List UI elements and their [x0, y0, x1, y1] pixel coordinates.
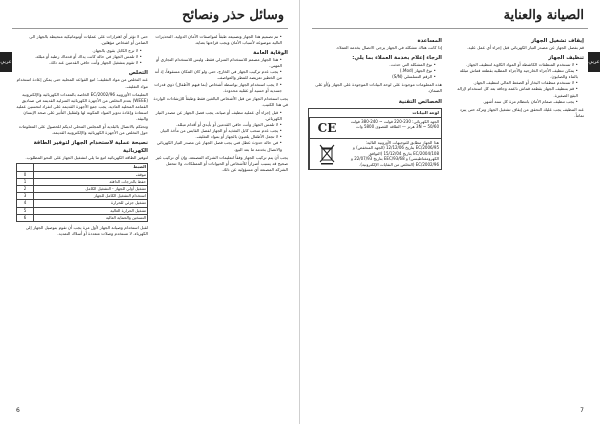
section-heading: الرجاء إعلام بخدمة العملاء بما يلي: [352, 55, 442, 62]
bullet-list [152, 34, 288, 46]
table-header: الضبط [34, 164, 148, 171]
table-cell-label: تشغيل الحرارة العالية [34, 207, 148, 214]
right-page-left-column [308, 34, 442, 170]
bullet-list [152, 57, 288, 94]
bullet-list [450, 62, 584, 105]
table-cell-label: استخدام التشغيل الكامل للجهاز [34, 193, 148, 200]
paragraph: يجب استخدام الجهاز من قبل الأشخاص البالغين فقط وطبقاً للإرشادات الواردة في هذا الكتيب. [153, 95, 288, 107]
bullet-item: • لا تجعل الأطفال يلعبون بالجهاز أو بمواد التغليف. [152, 134, 282, 140]
bullet-item: • في حالة حدوث عطل فني يجب فصل الجهاز عن مصدر التيار الكهربائي والاتصال بخدمة ما بعد البيع. [152, 140, 282, 152]
left-page-header [12, 6, 288, 29]
rating-plate-row [309, 139, 441, 169]
bullet-item: • يجب عدم تركيب الجهاز في الخارج، حتى ولو كان المكان مسقوفاً، إذ أنه من الخطير تعريضه للمطر والعواصف. [152, 69, 282, 81]
language-tab: عربي [588, 52, 600, 72]
bullet-item: • لا تستخدم المنظفات الكاشطة أو المواد الكاوية لتنظيف الجهاز. [450, 62, 578, 68]
table-cell-number: 6 [17, 214, 34, 221]
bullet-item: • تم تصميم هذا الجهاز وتصنيعه طبقاً لمواصفات الأمان الدولية. التحذيرات التالية موضوعة لأسباب الأمان ويجب قراءتها بعناية. [152, 34, 282, 46]
bullet-item: • قم بتنظيف الجهاز بقطعة قماش ناعمة وجافة بعد كل استخدام لإزالة البقع الصغيرة. [450, 86, 578, 98]
left-page-outer-column [16, 34, 148, 239]
crossed-bin-icon [318, 143, 336, 165]
weee-bin-icon [309, 139, 344, 169]
table-row [17, 207, 148, 214]
right-page-header [312, 6, 588, 29]
language-tab: عربي [0, 52, 12, 72]
paragraph: عند التنظيف يجب عليك التحقق من إيقاف تشغيل الجهاز وتركه حتى يبرد تماماً. [459, 106, 584, 118]
table-cell-number: 2 [17, 185, 34, 192]
bullet-item: • يجب عدم سحب كابل التغذية أو الجهاز لفصل القابس من مأخذ التيار. [152, 128, 282, 134]
table-row [17, 214, 148, 221]
paragraph: لتوفير الطاقة الكهربائية اتبع ما يلي لتشغيل الجهاز على النحو المطلوب. [25, 155, 148, 161]
bullet-item: • لا يجب استخدام الجهاز بواسطة أشخاص (بما فيهم الأطفال) ذوي قدرات جسدية أو حسية أو عقلية محدودة. [152, 82, 282, 94]
section-heading: إيقاف تشغيل الجهاز [531, 38, 584, 44]
bullet-list [152, 110, 288, 153]
table-row [17, 178, 148, 185]
bullet-item: • لا تستخدم منظفات البخار أو الضغط العالي لتنظيف الجهاز. [450, 80, 578, 86]
bullet-item: • لا تلمس الجهاز في حالة كانت يداك أو قدماك رطبة أو مبللة. [16, 54, 142, 60]
section-heading: تنظيف الجهاز [548, 55, 584, 62]
paragraph: هذه المعلومات موجودة على لوحة البيانات الموجودة على الجهاز و/أو على الضمان. [315, 82, 442, 94]
table-header [17, 164, 34, 171]
paragraph: يجب أن يتم تركيب الجهاز وفقاً لتعليمات الشركة المصنعة، وإن أي تركيب غير صحيح قد يسبب أضراراً للأشخاص أو الحيوانات أو الممتلكات، ولا تتحمل الشركة المصنعة أي مسؤولية عن ذلك. [155, 154, 288, 172]
ce-mark-icon [309, 118, 344, 138]
rating-plate-text: هذا الجهاز مطابق للتوجيهات الأوروبية التالية: 2006/95/EC بتاريخ 12/12/06 (الجهد المنخفض) و 2004/108/EC بتاريخ 15/12/04 (التوافق الكهرومغناطيسي) و 93/68/EEC بتاريخ 22/07/93 و 2002/96/EC (التخلص من النفايات الإلكترونية). [351, 139, 439, 168]
table-cell-label: التسخين والحماية العالية [34, 214, 148, 221]
right-page [300, 0, 600, 424]
table-row [17, 185, 148, 192]
paragraph: عند التخلص من مواد التغليف: اتبع القواعد المحلية حتى يمكن إعادة استخدام مواد التغليف. [16, 77, 148, 89]
bullet-item: • لا تلمس الجهاز وأنت حافي القدمين أو بأيدي أو أقدام مبللة. [152, 122, 282, 128]
paragraph: حتى لا تؤثر أي اهتزازات على عمليات أوتوماتيكية منحيطة بالجهاز الى الضامن أو اشخاص مؤهلين. [29, 34, 148, 46]
page-number: 6 [16, 407, 20, 414]
table-row [17, 200, 148, 207]
rating-plate-header: لوحة البيانات [309, 109, 441, 118]
section-heading: المساعدة [417, 38, 442, 44]
bullet-item: • لا ترج الكابل بقوى بالجهاز. [16, 48, 142, 54]
paragraph: قم بفصل الجهاز عن مصدر التيار الكهربائي قبل إجراء أي عمل عليه. [467, 45, 584, 50]
paragraph: وتحثكم بالاتصال بالبلدية أو المجلس المحلي لديكم للحصول على المعلومات حول التخلص من الأجهزة الكهربائية والإلكترونية القديمة. [18, 124, 148, 136]
section-heading: نصيحة عملية لاستخدام الجهاز لتوفير الطاقة الكهربائية [33, 140, 148, 155]
table-cell-number: 5 [17, 207, 34, 214]
bullet-item: • قبل إجراء أي عملية تنظيف أو صيانة، يجب فصل الجهاز عن مصدر التيار الكهربائي. [152, 110, 282, 122]
bullet-item: • لا تقوم بتشغيل الجهاز وأنت حافي القدمين عند ذلك. [16, 60, 142, 66]
table-cell-number: 3 [17, 193, 34, 200]
bullet-item: • الرقم التسلسلي (S/N) [308, 74, 436, 80]
rating-plate-table [308, 108, 442, 170]
paragraph: التعليمات الأوروبية 2002/96/EC الخاصة بالمعدات الكهربائية والإلكترونية (WEEE) بعدم التخلص من الأجهزة الكهربائية المنزلية القديمة في صناديق القمامة المحلية العادية. يجب جمع الأجهزة القديمة على انفراد لتحسين عملية استعادة وإعادة تدوير المواد المكونة لها ولتقليل التأثير على صحة الإنسان والبيئة. [16, 91, 148, 122]
energy-settings-table [16, 163, 148, 222]
table-cell-label: موقف [34, 171, 148, 178]
section-heading: الخصائص التقنية [398, 98, 442, 105]
right-page-right-column [450, 34, 584, 121]
table-cell-label: تشغيل أولي للجهاز - التشغيل الكامل [34, 185, 148, 192]
bullet-item: • هذا الجهاز مصمم للاستخدام المنزلي فقط، وليس للاستخدام التجاري أو المهني. [152, 57, 282, 69]
table-cell-number: 4 [17, 200, 34, 207]
bullet-item: • يجب تنظيف صمام الأمان بانتظام مرة كل ستة أشهر. [450, 99, 578, 105]
table-cell-number: 0 [17, 171, 34, 178]
bullet-item: • يمكن تنظيف الأجزاء الخارجية والأجزاء المطلية بقطعة قماش مبللة بالماء والصابون. [450, 68, 578, 80]
table-cell-label: حفظ بالدرجات الدافئة [34, 178, 148, 185]
left-page-inner-column [152, 34, 288, 175]
table-cell-number: 1 [17, 178, 34, 185]
bullet-item: • نوع الجهاز (Mod.) [308, 68, 436, 74]
bullet-list [16, 48, 148, 66]
paragraph: لقبل استخدام وصيانة الجهاز لأول مرة يجب أن تقوم بتوصيل الجهاز إلى الكهرباء، لا تستخدم وصلات متعددة أو أسلاك التمديد. [25, 224, 148, 236]
bullet-item: • نوع المشكلة التي حدثت. [308, 62, 436, 68]
table-row [17, 193, 148, 200]
page-number: 7 [580, 407, 584, 414]
right-page-title: الصيانة والعناية [503, 8, 584, 23]
paragraph: إذا كانت هناك مشكلة في الجهاز يرجى الاتصال بخدمة العملاء. [335, 45, 442, 50]
table-row [17, 171, 148, 178]
ce-mark-icon: CE [317, 120, 337, 135]
rating-plate-row [309, 118, 441, 139]
left-page-title: وسائل حذر ونصائح [182, 8, 284, 23]
section-heading: الوقاية العامة [253, 50, 288, 57]
rating-plate-text: الجهد الكهربائي: 230-220 فولت ~ 240-380 فولت 3N ~ 50/60 هرتز — الطاقة القصوى 5800 وات [350, 118, 439, 130]
bullet-list [308, 62, 442, 80]
table-cell-label: تشغيل جزئي للحرارة [34, 200, 148, 207]
section-heading: التخلص [128, 70, 148, 77]
